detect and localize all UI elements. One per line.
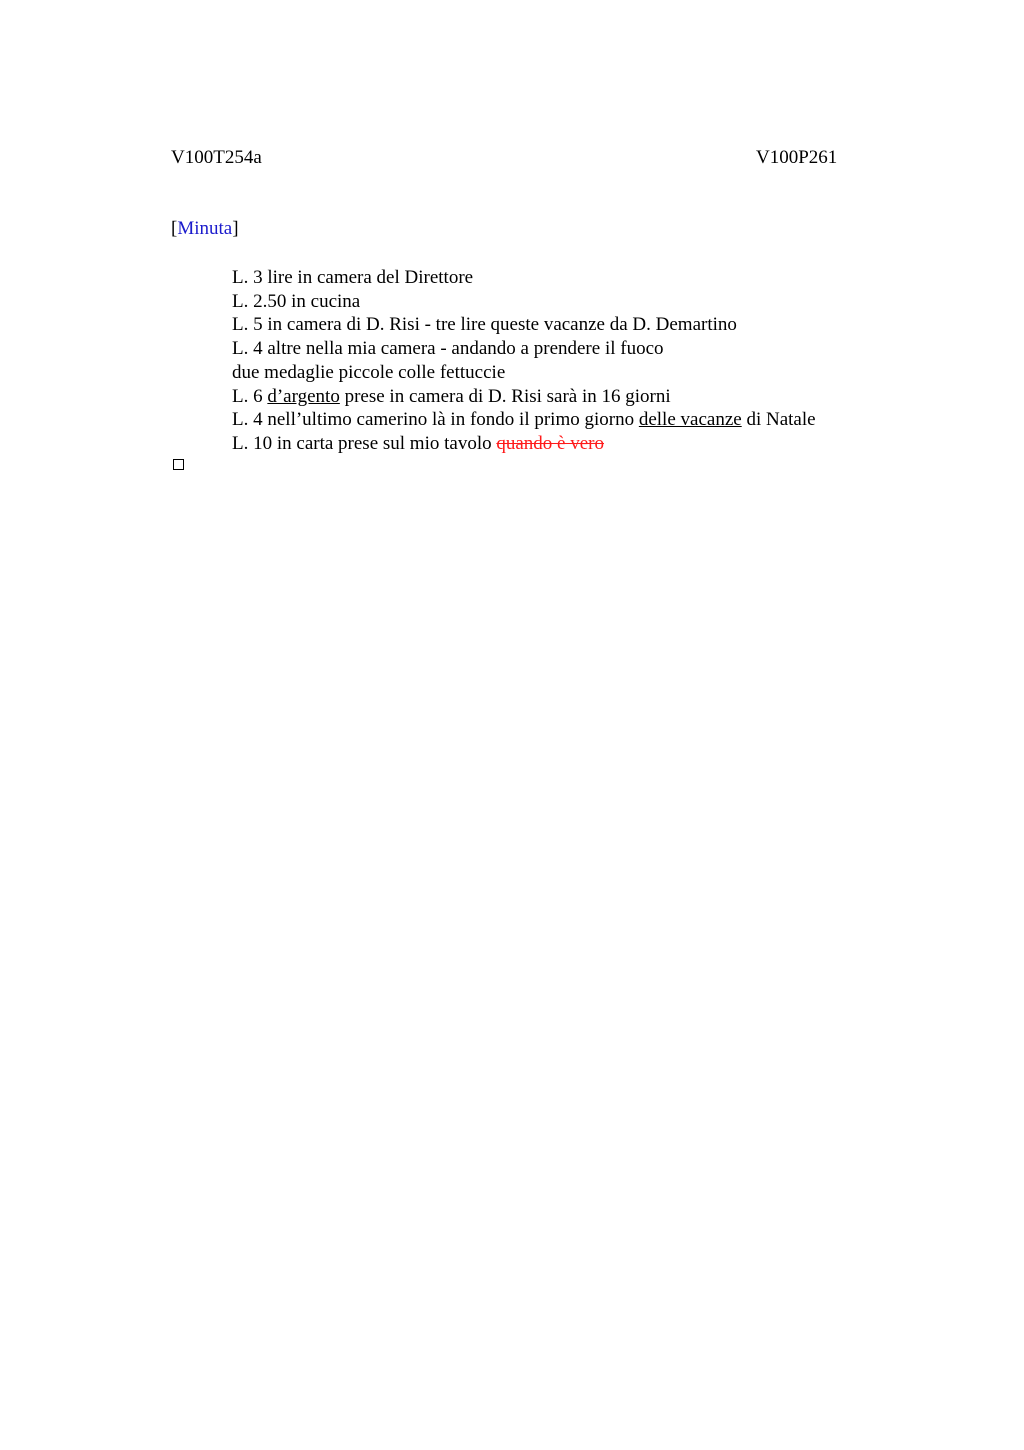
close-bracket: ]: [232, 218, 239, 239]
text-line: [232, 385, 816, 409]
section-label: Minuta: [177, 218, 233, 239]
text-line: [232, 266, 816, 290]
text-line: [232, 361, 816, 385]
square-outline-icon: [173, 459, 184, 470]
page-code-right: V100P261: [756, 147, 838, 168]
line-text: L. 4 altre nella mia camera - andando a prendere il fuoco: [232, 338, 664, 360]
text-line: [232, 313, 816, 337]
deleted-phrase: quando è vero: [496, 432, 604, 454]
line-text: L. 5 in camera di D. Risi - tre lire queste vacanze da D. Demartino: [232, 314, 737, 336]
line-text: due medaglie piccole colle fettuccie: [232, 361, 506, 383]
line-text: L. 2.50 in cucina: [232, 290, 361, 312]
line-text-after: prese in camera di D. Risi sarà in 16 giorni: [339, 385, 671, 407]
line-text-before: L. 6: [232, 385, 268, 407]
page-code-left: V100T254a: [171, 147, 262, 168]
line-text-before: L. 10 in carta prese sul mio tavolo: [232, 432, 497, 454]
text-line: [232, 337, 816, 361]
section-heading: [171, 218, 239, 240]
text-line: [232, 290, 816, 314]
transcription-lines: [232, 266, 816, 456]
open-bracket: [: [171, 218, 178, 239]
underlined-phrase: delle vacanze: [638, 409, 742, 431]
text-line: [232, 432, 816, 456]
line-text-before: L. 4 nell’ultimo camerino là in fondo il primo giorno: [232, 409, 639, 431]
line-text-after: di Natale: [741, 409, 816, 431]
line-text: L. 3 lire in camera del Direttore: [232, 267, 474, 288]
underlined-word: d’argento: [267, 385, 340, 407]
text-line: [232, 408, 816, 432]
